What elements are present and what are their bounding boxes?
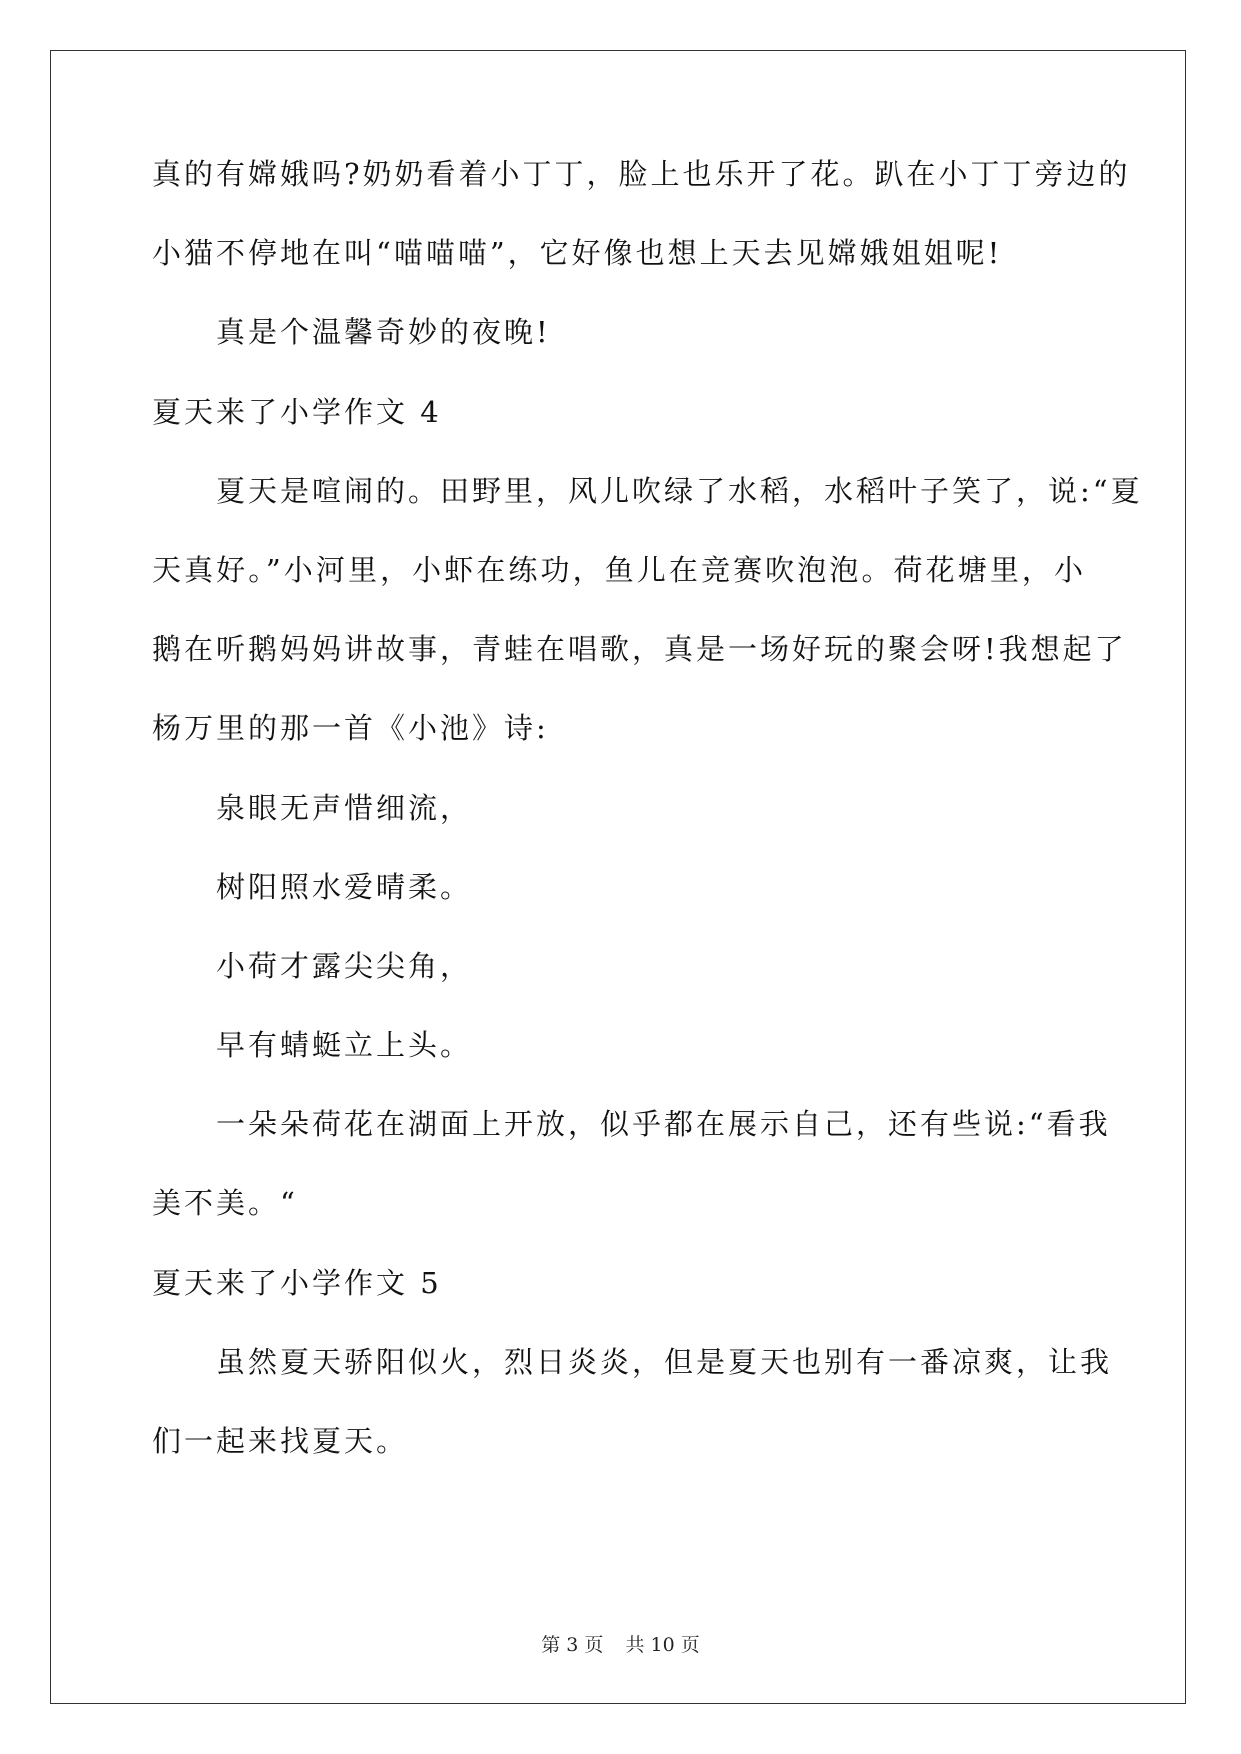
poem-line: 小荷才露尖尖角， (216, 948, 473, 983)
page-number-total: 共 10 页 (625, 1634, 700, 1656)
document-body (152, 157, 1143, 1506)
poem-line: 泉眼无声惜细流， (216, 790, 473, 825)
paragraph-line: 一朵朵荷花在湖面上开放，似乎都在展示自己，还有些说:“看我 (216, 1107, 1111, 1142)
section-heading: 夏天来了小学作文 5 (152, 1265, 442, 1300)
paragraph-line: 鹅在听鹅妈妈讲故事，青蛙在唱歌，真是一场好玩的聚会呀!我想起了 (152, 632, 1127, 667)
paragraph-line: 美不美。“ (152, 1186, 298, 1221)
paragraph-line: 真是个温馨奇妙的夜晚! (216, 315, 551, 350)
paragraph-line: 们一起来找夏天。 (152, 1424, 409, 1458)
poem-line: 树阳照水爱晴柔。 (216, 869, 473, 904)
page-number-current: 第 3 页 (541, 1634, 604, 1656)
page-footer (0, 1630, 1241, 1657)
paragraph-line: 天真好。”小河里，小虾在练功，鱼儿在竞赛吹泡泡。荷花塘里，小 (152, 552, 1086, 587)
paragraph-line: 夏天是喧闹的。田野里，风儿吹绿了水稻，水稻叶子笑了，说:“夏 (216, 473, 1143, 508)
paragraph-line: 虽然夏天骄阳似火，烈日炎炎，但是夏天也别有一番凉爽，让我 (216, 1344, 1113, 1379)
poem-line: 早有蜻蜓立上头。 (216, 1028, 473, 1063)
paragraph-line: 小猫不停地在叫“喵喵喵”，它好像也想上天去见嫦娥姐姐呢! (152, 236, 1003, 271)
section-heading: 夏天来了小学作文 4 (152, 394, 442, 429)
paragraph-line: 杨万里的那一首《小池》诗: (152, 711, 549, 746)
paragraph-line: 真的有嫦娥吗?奶奶看着小丁丁，脸上也乐开了花。趴在小丁丁旁边的 (152, 157, 1131, 191)
